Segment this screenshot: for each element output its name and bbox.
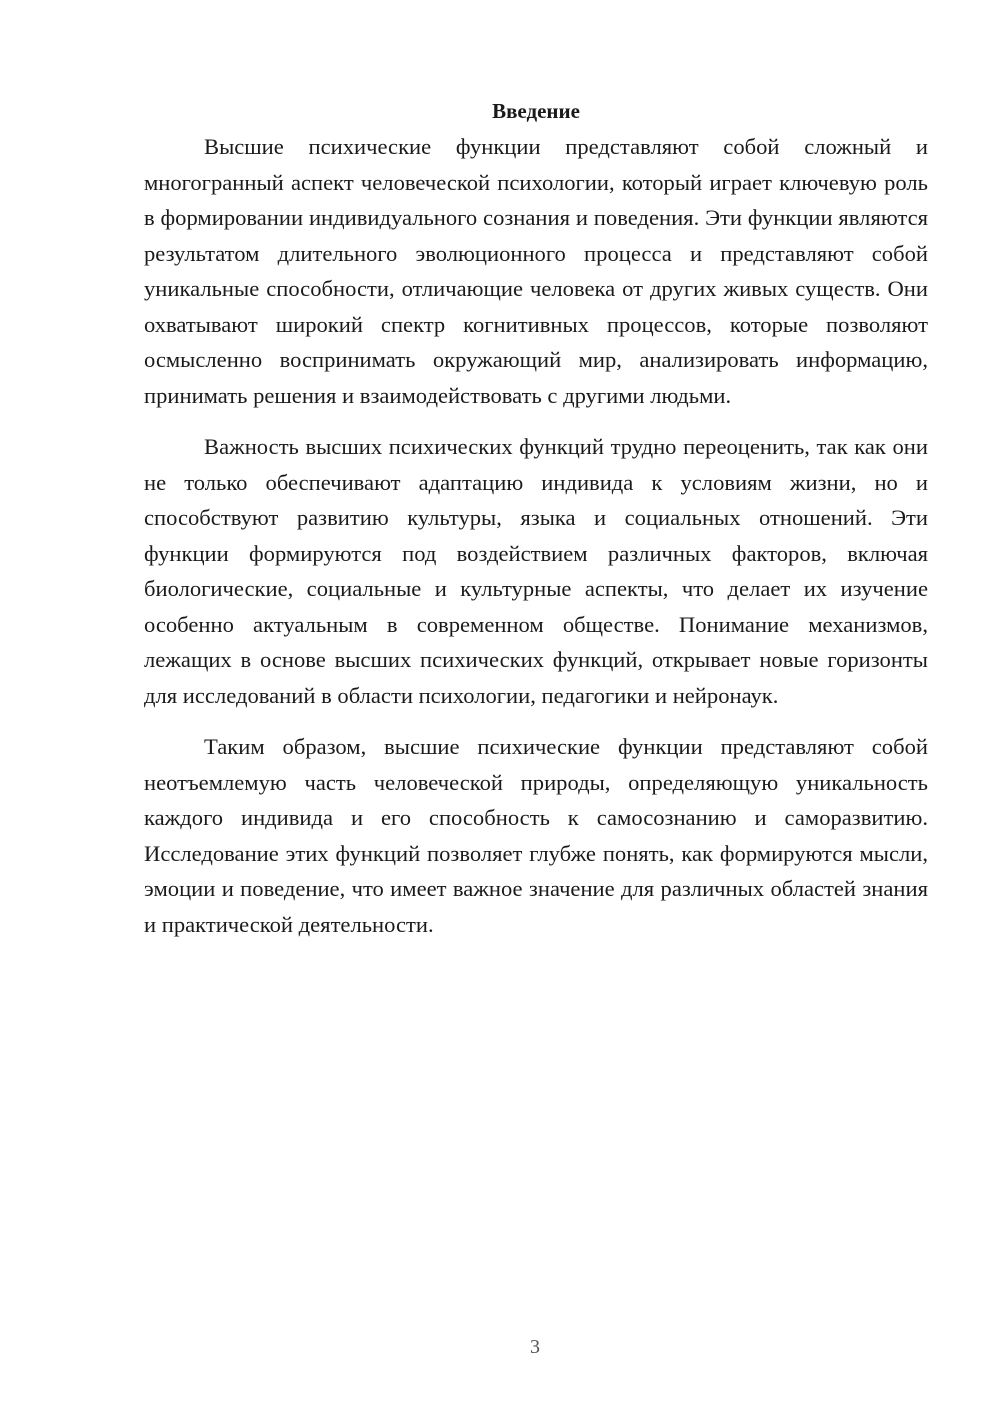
paragraph-2: Важность высших психических функций трудно переоценить, так как они не только обеспечивают адаптацию индивида к условиям жизни, но и способствуют развитию культуры, языка и социальных отношений. Эти функции формируются под воздействием различных факторов, включая биологические, социальные и культурные аспекты, что делает их изучение особенно актуальным в современном обществе. Понимание механизмов, лежащих в основе высших психических функций, открывает новые горизонты для исследований в области психологии, педагогики и нейронаук. <box>144 434 928 708</box>
paragraph-3: Таким образом, высшие психические функции представляют собой неотъемлемую часть человеческой природы, определяющую уникальность каждого индивида и его способность к самосознанию и саморазвитию. Исследование этих функций позволяет глубже понять, как формируются мысли, эмоции и поведение, что имеет важное значение для различных областей знания и практической деятельности. <box>144 734 928 937</box>
paragraph-1: Высшие психические функции представляют собой сложный и многогранный аспект человеческой психологии, который играет ключевую роль в формировании индивидуального сознания и поведения. Эти функции являются результатом длительного эволюционного процесса и представляют собой уникальные способности, отличающие человека от других живых существ. Они охватывают широкий спектр когнитивных процессов, которые позволяют осмысленно воспринимать окружающий мир, анализировать информацию, принимать решения и взаимодействовать с другими людьми. <box>144 134 928 408</box>
page-content <box>144 95 928 958</box>
section-heading: Введение <box>492 99 580 123</box>
page-number: 3 <box>530 1336 540 1358</box>
